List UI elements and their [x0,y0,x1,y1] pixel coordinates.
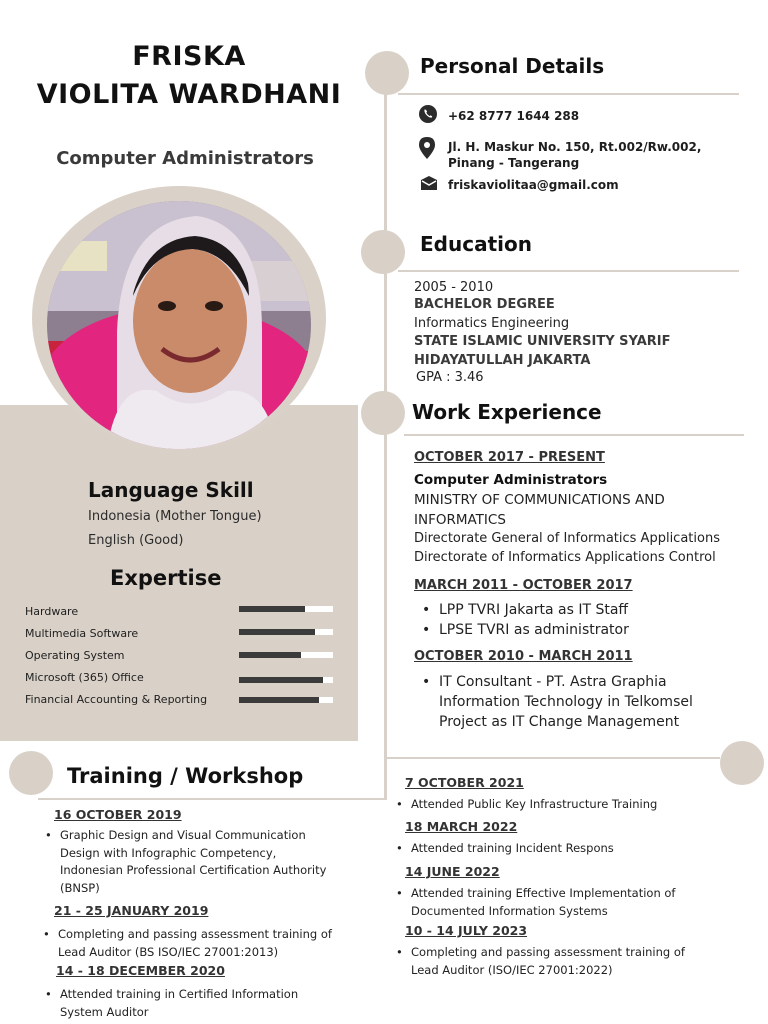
job-unit: Directorate General of Informatics Applications [414,531,720,546]
job-unit: Directorate of Informatics Applications Control [414,550,716,565]
phone-number[interactable]: +62 8777 1644 288 [448,109,580,123]
training-line: Documented Information Systems [411,903,608,918]
list-item: • Attended training Incident Respons [394,840,614,858]
job-period: MARCH 2011 - OCTOBER 2017 [414,578,633,593]
work-experience-title: Work Experience [412,400,602,424]
divider-training-left [38,798,386,800]
job-role: Computer Administrators [56,148,314,169]
skill-label: Financial Accounting & Reporting [25,693,208,706]
training-line: (BNSP) [60,880,100,895]
education-school-line-1: STATE ISLAMIC UNIVERSITY SYARIF [414,334,671,349]
job-line: Project as IT Change Management [439,714,680,730]
training-line: Indonesian Professional Certification Authority [60,863,327,877]
training-date: 7 OCTOBER 2021 [405,775,524,790]
training-date: 14 - 18 DECEMBER 2020 [56,963,225,978]
skill-bar [239,629,333,635]
list-item [394,885,675,920]
training-list [43,986,298,1021]
job-duties-list [422,600,629,640]
timeline-dot [361,230,405,274]
skill-bar [239,697,333,703]
training-date: 16 OCTOBER 2019 [54,807,182,822]
training-date: 10 - 14 JULY 2023 [405,923,528,938]
training-date: 21 - 25 JANUARY 2019 [54,903,209,918]
skill-bar [239,652,333,658]
timeline-dot [361,391,405,435]
timeline-vertical [384,75,387,800]
list-item [394,944,685,979]
timeline-dot [9,751,53,795]
skill-fill [239,697,319,703]
training-line: • Attended training in Certified Information [60,987,299,1001]
address [448,139,701,171]
training-line: • Completing and passing assessment training of [58,927,332,941]
portrait-illustration [47,201,311,449]
training-date: 18 MARCH 2022 [405,819,518,834]
expertise-title: Expertise [110,566,222,590]
skill-bar [239,606,333,612]
list-item [43,827,326,897]
envelope-icon [420,176,438,195]
education-major: Informatics Engineering [414,316,570,331]
name-line-2: VIOLITA WARDHANI [36,79,342,110]
address-line-1: Jl. H. Maskur No. 150, Rt.002/Rw.002, [448,140,702,154]
name-line-1: FRISKA [132,41,246,72]
email-address[interactable]: friskaviolitaa@gmail.com [448,178,619,192]
training-title: Training / Workshop [67,764,304,788]
skill-label: Microsoft (365) Office [25,671,144,684]
skill-bar [239,677,333,683]
job-organization-line-2: INFORMATICS [414,512,506,528]
job-organization-line-1: MINISTRY OF COMMUNICATIONS AND [414,492,665,508]
personal-details-title: Personal Details [420,54,605,78]
list-item: • LPSE TVRI as administrator [422,620,629,640]
skill-label: Hardware [25,605,79,618]
training-list [394,796,657,814]
job-period: OCTOBER 2017 - PRESENT [414,450,605,465]
training-line: System Auditor [60,1004,149,1019]
training-line: Design with Infographic Competency, [60,845,277,860]
job-period: OCTOBER 2010 - MARCH 2011 [414,649,633,664]
job-duties-list [422,672,693,732]
list-item [43,986,298,1021]
language-title: Language Skill [88,478,254,502]
divider-personal [398,93,739,95]
divider-training-right [384,757,720,759]
training-list [394,840,614,858]
training-line: • Graphic Design and Visual Communication [60,828,306,842]
divider-work [404,434,744,436]
training-line: • Completing and passing assessment training of [411,945,685,959]
training-list [41,926,332,961]
training-list [394,944,685,979]
education-title: Education [420,232,532,256]
list-item: • Attended Public Key Infrastructure Training [394,796,657,814]
skill-fill [239,677,323,683]
language-item: English (Good) [88,533,184,548]
skill-fill [239,629,315,635]
training-list [394,885,675,920]
education-gpa: GPA : 3.46 [416,370,484,385]
list-item [41,926,332,961]
job-line: Information Technology in Telkomsel [439,694,693,710]
training-line: • Attended training Effective Implementation of [411,886,676,900]
job-line: • IT Consultant - PT. Astra Graphia [439,674,667,690]
education-school-line-2: HIDAYATULLAH JAKARTA [414,353,591,368]
list-item [422,672,693,732]
skill-fill [239,652,301,658]
full-name [0,38,378,114]
address-line-2: Pinang - Tangerang [448,156,580,170]
education-years: 2005 - 2010 [414,280,494,295]
profile-photo [47,201,311,449]
training-line: Lead Auditor (ISO/IEC 27001:2022) [411,962,613,977]
phone-icon [418,104,438,129]
training-list [43,827,326,897]
skill-label: Multimedia Software [25,627,139,640]
skill-label: Operating System [25,649,125,662]
skill-fill [239,606,305,612]
timeline-dot [720,741,764,785]
training-date: 14 JUNE 2022 [405,864,500,879]
education-degree: BACHELOR DEGREE [414,297,555,312]
language-item: Indonesia (Mother Tongue) [88,509,262,524]
location-pin-icon [419,137,435,164]
training-line: Lead Auditor (BS ISO/IEC 27001:2013) [58,944,279,959]
divider-education [398,270,739,272]
job-role: Computer Administrators [414,472,608,488]
list-item: • LPP TVRI Jakarta as IT Staff [422,600,629,620]
